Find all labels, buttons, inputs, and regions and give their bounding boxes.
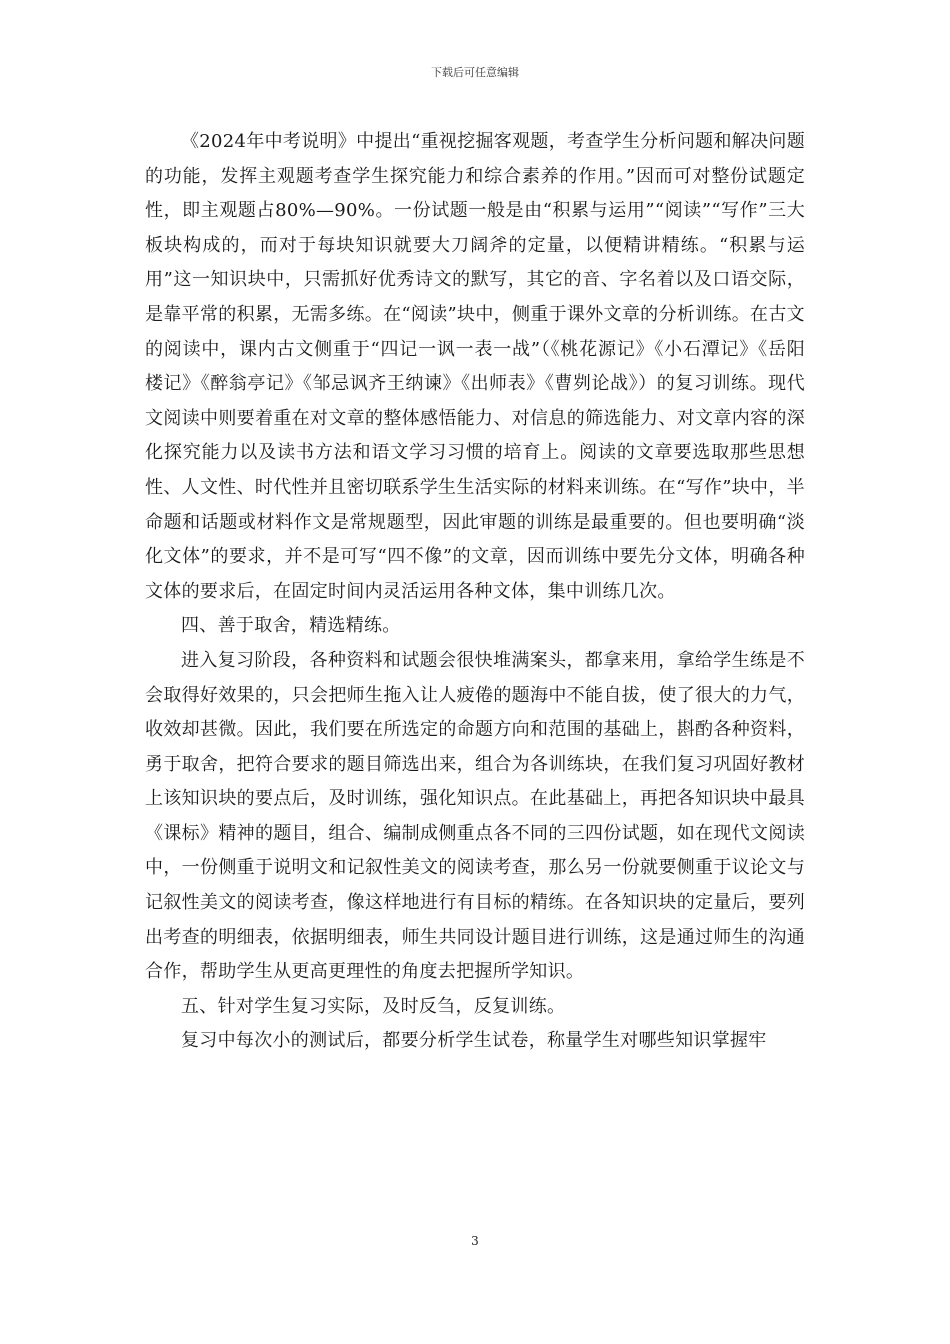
- heading-section-4: 四、善于取舍，精选精练。: [181, 615, 401, 637]
- paragraph-review: 复习中每次小的测试后，都要分析学生试卷，称量学生对哪些知识掌握牢: [181, 1030, 767, 1052]
- heading-section-5: 五、针对学生复习实际，及时反刍，反复训练。: [181, 995, 566, 1017]
- paragraph-exam-analysis: 《2024年中考说明》中提出“重视挖掘客观题，考查学生分析问题和解决问题的功能，发挥主观题考查学生探究能力和综合素养的作用。”因而可对整份试题定性，即主观题占80%—90%。一份试题一般是由“积累与运用”“阅读”“写作”三大板块构成的，而对于每块知识就要大刀阔斧的定量，以便精讲精练。“积累与运用”这一知识块中，只需抓好优秀诗文的默写，其它的音、字名着以及口语交际，是靠平常的积累，无需多练。在“阅读”块中，侧重于课外文章的分析训练。在古文的阅读中，课内古文侧重于“四记一讽一表一战”（《桃花源记》《小石潭记》《岳阳楼记》《醉翁亭记》《邹忌讽齐王纳谏》《出师表》《曹刿论战》）的复习训练。现代文阅读中则要着重在对文章的整体感悟能力、对信息的筛选能力、对文章内容的深化探究能力以及读书方法和语文学习习惯的培育上。阅读的文章要选取那些思想性、人文性、时代性并且密切联系学生生活实际的材料来训练。在“写作”块中，半命题和话题或材料作文是常规题型，因此审题的训练是最重要的。但也要明确“淡化文体”的要求，并不是可写“四不像”的文章，因而训练中要先分文体，明确各种文体的要求后，在固定时间内灵活运用各种文体，集中训练几次。: [145, 131, 805, 602]
- page-header: 下载后可任意编辑: [431, 66, 519, 79]
- page-number: 3: [471, 1234, 479, 1248]
- paragraph-selection: 进入复习阶段，各种资料和试题会很快堆满案头，都拿来用，拿给学生练是不会取得好效果的，只会把师生拖入让人疲倦的题海中不能自拔，使了很大的力气，收效却甚微。因此，我们要在所选定的命题方向和范围的基础上，斟酌各种资料，勇于取舍，把符合要求的题目筛选出来，组合为各训练块，在我们复习巩固好教材上该知识块的要点后，及时训练，强化知识点。在此基础上，再把各知识块中最具《课标》精神的题目，组合、编制成侧重点各不同的三四份试题，如在现代文阅读中，一份侧重于说明文和记叙性美文的阅读考查，那么另一份就要侧重于议论文与记叙性美文的阅读考查，像这样地进行有目标的精练。在各知识块的定量后，要列出考查的明细表，依据明细表，师生共同设计题目进行训练，这是通过师生的沟通合作，帮助学生从更高更理性的角度去把握所学知识。: [145, 649, 805, 983]
- document-body: [145, 125, 805, 1059]
